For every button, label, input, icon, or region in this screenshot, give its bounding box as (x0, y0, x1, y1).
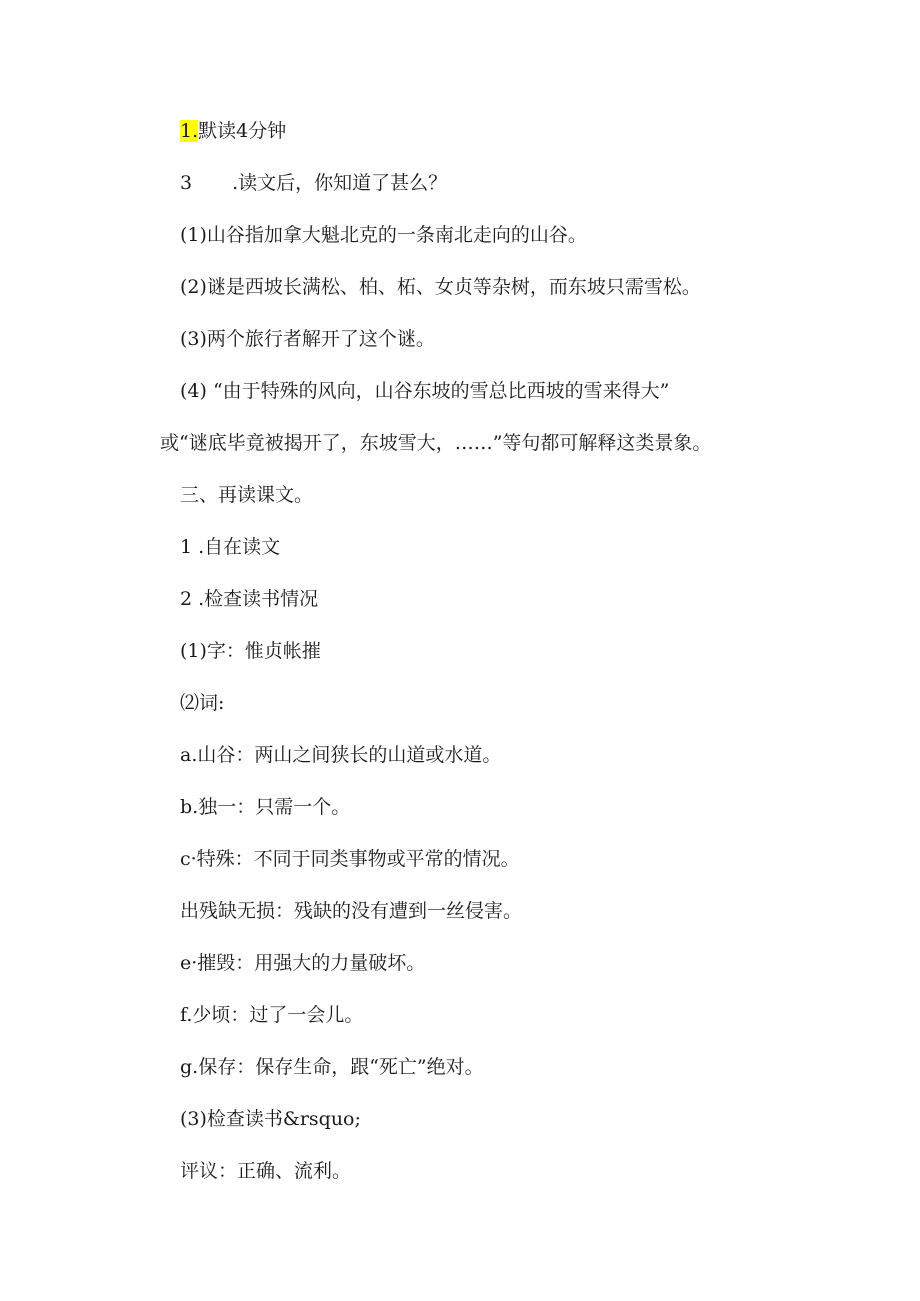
word-b: b.独一：只需一个。 (180, 796, 351, 818)
word-f: f.少顷：过了一会儿。 (180, 1004, 364, 1026)
word-e: e·摧毁：用强大的力量破坏。 (180, 952, 426, 974)
answer-2: (2)谜是西坡长满松、柏、柘、女贞等杂树，而东坡只需雪松。 (180, 276, 701, 298)
item-1-number: 1. (180, 120, 199, 142)
answer-4-continued: 或“谜底毕竟被揭开了，东坡雪大，……”等句都可解释这类景象。 (160, 432, 712, 454)
words-heading: ⑵词: (180, 692, 225, 714)
step-2: 2 .检查读书情况 (180, 588, 319, 610)
item-3-text: .读文后，你知道了甚么？ (232, 172, 448, 194)
item-3 (180, 170, 447, 196)
section-heading: 三、再读课文。 (180, 484, 314, 506)
item-1 (180, 118, 286, 144)
word-a: a.山谷：两山之间狭长的山道或水道。 (180, 744, 502, 766)
item-1-text: 默读4分钟 (198, 120, 287, 142)
answer-1: (1)山谷指加拿大魁北克的一条南北走向的山谷。 (180, 224, 587, 246)
word-g: g.保存：保存生命，跟“死亡”绝对。 (180, 1056, 484, 1078)
step-1: 1 .自在读文 (180, 536, 281, 558)
item-3-number: 3 (180, 172, 193, 194)
evaluation: 评议：正确、流利。 (180, 1160, 352, 1182)
check-reading: (3)检查读书&rsquo; (180, 1108, 361, 1130)
answer-3: (3)两个旅行者解开了这个谜。 (180, 328, 435, 350)
answer-4: (4) “由于特殊的风向，山谷东坡的雪总比西坡的雪来得大” (180, 380, 670, 402)
characters: (1)字：惟贞帐摧 (180, 640, 321, 662)
word-d: 出残缺无损：残缺的没有遭到一丝侵害。 (180, 900, 523, 922)
word-c: c·特殊：不同于同类事物或平常的情况。 (180, 848, 520, 870)
